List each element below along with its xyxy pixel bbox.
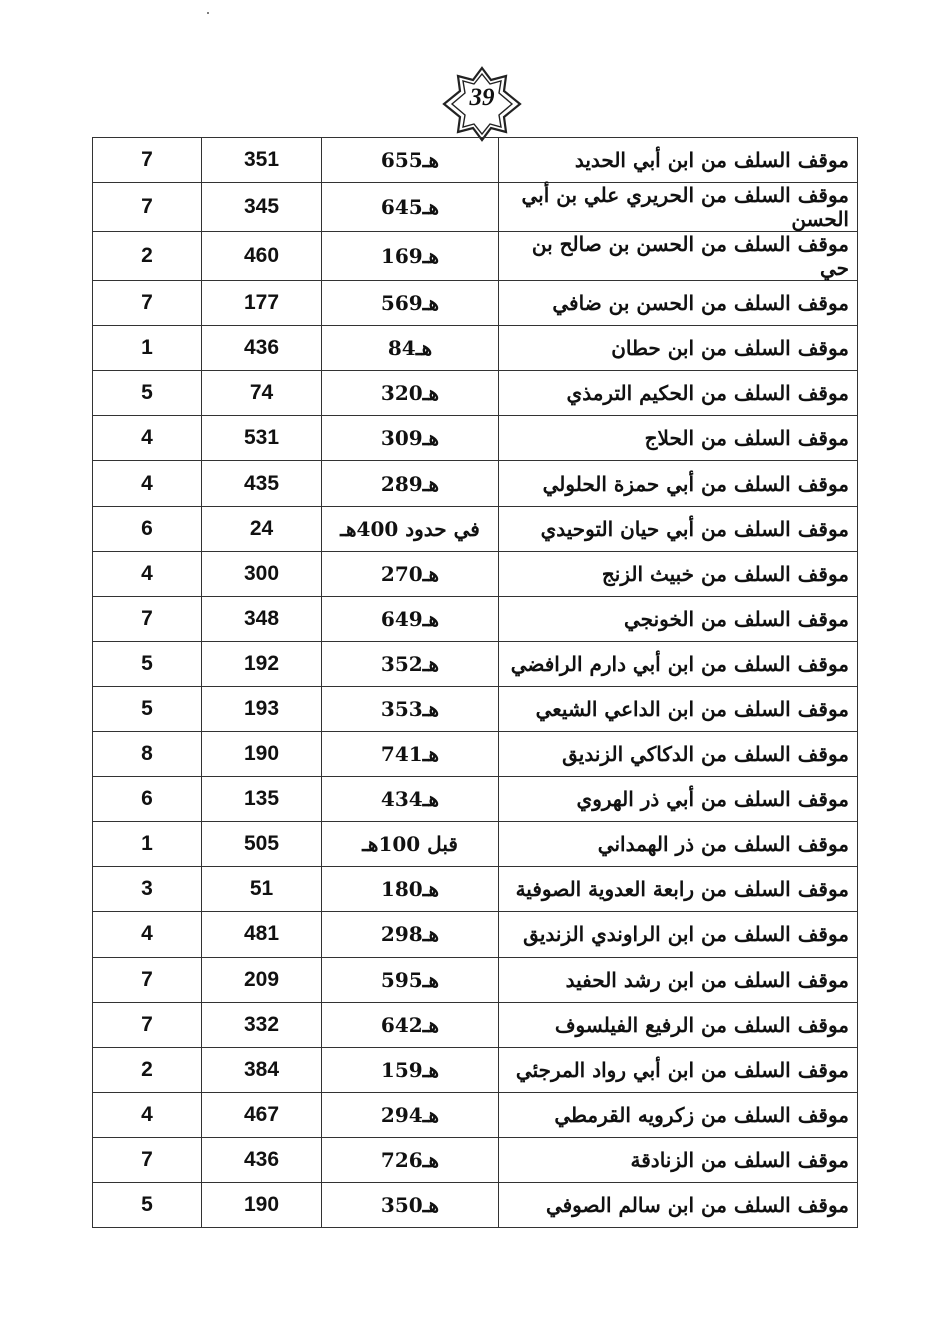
topic-cell: موقف السلف من الحكيم الترمذي [499,371,858,416]
page-cell: 24 [202,506,322,551]
volume-cell: 7 [93,957,202,1002]
page-cell: 505 [202,822,322,867]
page-cell: 135 [202,777,322,822]
index-table-container [92,137,858,1228]
page-cell: 345 [202,183,322,232]
table-row [93,506,858,551]
volume-cell: 5 [93,1182,202,1227]
topic-cell: موقف السلف من الدكاكي الزنديق [499,732,858,777]
volume-cell: 4 [93,416,202,461]
table-row [93,183,858,232]
table-row [93,416,858,461]
table-row [93,326,858,371]
topic-cell: موقف السلف من الحسن بن ضافي [499,281,858,326]
volume-cell: 5 [93,371,202,416]
page-cell: 300 [202,551,322,596]
date-cell: 353هـ [322,686,499,731]
volume-cell: 3 [93,867,202,912]
date-cell: 289هـ [322,461,499,506]
page-cell: 193 [202,686,322,731]
date-cell: 595هـ [322,957,499,1002]
page-cell: 460 [202,232,322,281]
date-cell: في حدود 400هـ [322,506,499,551]
date-cell: 350هـ [322,1182,499,1227]
topic-cell: موقف السلف من ابن أبي الحديد [499,138,858,183]
volume-cell: 7 [93,183,202,232]
volume-cell: 4 [93,551,202,596]
date-cell: 569هـ [322,281,499,326]
topic-cell: موقف السلف من الحسن بن صالح بن حي [499,232,858,281]
page-cell: 436 [202,1137,322,1182]
topic-cell: موقف السلف من ابن الداعي الشيعي [499,686,858,731]
index-table [92,137,858,1228]
date-cell: 649هـ [322,596,499,641]
table-row [93,461,858,506]
page-cell: 190 [202,732,322,777]
page-cell: 177 [202,281,322,326]
volume-cell: 5 [93,686,202,731]
topic-cell: موقف السلف من الرفيع الفيلسوف [499,1002,858,1047]
page-cell: 348 [202,596,322,641]
table-row [93,732,858,777]
volume-cell: 7 [93,596,202,641]
volume-cell: 6 [93,506,202,551]
topic-cell: موقف السلف من الزنادقة [499,1137,858,1182]
table-row [93,371,858,416]
topic-cell: موقف السلف من خبيث الزنج [499,551,858,596]
page-cell: 74 [202,371,322,416]
topic-cell: موقف السلف من الخونجي [499,596,858,641]
date-cell: 434هـ [322,777,499,822]
topic-cell: موقف السلف من أبي ذر الهروي [499,777,858,822]
date-cell: 645هـ [322,183,499,232]
topic-cell: موقف السلف من زكرويه القرمطي [499,1092,858,1137]
table-row [93,1047,858,1092]
date-cell: 352هـ [322,641,499,686]
topic-cell: موقف السلف من الحلاج [499,416,858,461]
table-row [93,1092,858,1137]
table-row [93,912,858,957]
page-cell: 436 [202,326,322,371]
table-row [93,686,858,731]
topic-cell: موقف السلف من ابن الراوندي الزنديق [499,912,858,957]
topic-cell: موقف السلف من الحريري علي بن أبي الحسن [499,183,858,232]
page-cell: 51 [202,867,322,912]
topic-cell: موقف السلف من ابن أبي رواد المرجئي [499,1047,858,1092]
topic-cell: موقف السلف من ذر الهمداني [499,822,858,867]
page-cell: 351 [202,138,322,183]
topic-cell: موقف السلف من ابن حطان [499,326,858,371]
table-row [93,822,858,867]
volume-cell: 6 [93,777,202,822]
volume-cell: 1 [93,326,202,371]
table-row [93,138,858,183]
volume-cell: 7 [93,1002,202,1047]
volume-cell: 2 [93,232,202,281]
index-table-body [93,138,858,1228]
page-cell: 481 [202,912,322,957]
date-cell: 320هـ [322,371,499,416]
page-cell: 531 [202,416,322,461]
page-cell: 190 [202,1182,322,1227]
volume-cell: 7 [93,281,202,326]
topic-cell: موقف السلف من ابن رشد الحفيد [499,957,858,1002]
date-cell: 180هـ [322,867,499,912]
page-cell: 192 [202,641,322,686]
date-cell: 741هـ [322,732,499,777]
date-cell: 655هـ [322,138,499,183]
table-row [93,1137,858,1182]
volume-cell: 4 [93,1092,202,1137]
date-cell: 726هـ [322,1137,499,1182]
topic-cell: موقف السلف من رابعة العدوية الصوفية [499,867,858,912]
topic-cell: موقف السلف من ابن سالم الصوفي [499,1182,858,1227]
date-cell: 642هـ [322,1002,499,1047]
table-row [93,232,858,281]
page-cell: 435 [202,461,322,506]
topic-cell: موقف السلف من أبي حمزة الحلولي [499,461,858,506]
topic-cell: موقف السلف من أبي حيان التوحيدي [499,506,858,551]
page-cell: 384 [202,1047,322,1092]
page-cell: 467 [202,1092,322,1137]
volume-cell: 7 [93,138,202,183]
date-cell: 159هـ [322,1047,499,1092]
table-row [93,867,858,912]
table-row [93,957,858,1002]
page-cell: 332 [202,1002,322,1047]
date-cell: 84هـ [322,326,499,371]
page-number: 39 [469,84,495,111]
table-row [93,281,858,326]
table-row [93,1002,858,1047]
date-cell: 298هـ [322,912,499,957]
table-row [93,641,858,686]
topic-cell: موقف السلف من ابن أبي دارم الرافضي [499,641,858,686]
volume-cell: 7 [93,1137,202,1182]
date-cell: 294هـ [322,1092,499,1137]
date-cell: 309هـ [322,416,499,461]
volume-cell: 5 [93,641,202,686]
date-cell: قبل 100هـ [322,822,499,867]
volume-cell: 4 [93,912,202,957]
date-cell: 270هـ [322,551,499,596]
volume-cell: 2 [93,1047,202,1092]
volume-cell: 8 [93,732,202,777]
volume-cell: 1 [93,822,202,867]
volume-cell: 4 [93,461,202,506]
page-cell: 209 [202,957,322,1002]
scan-speck [207,12,209,14]
table-row [93,596,858,641]
table-row [93,1182,858,1227]
table-row [93,551,858,596]
table-row [93,777,858,822]
date-cell: 169هـ [322,232,499,281]
page-number-badge [440,66,524,142]
